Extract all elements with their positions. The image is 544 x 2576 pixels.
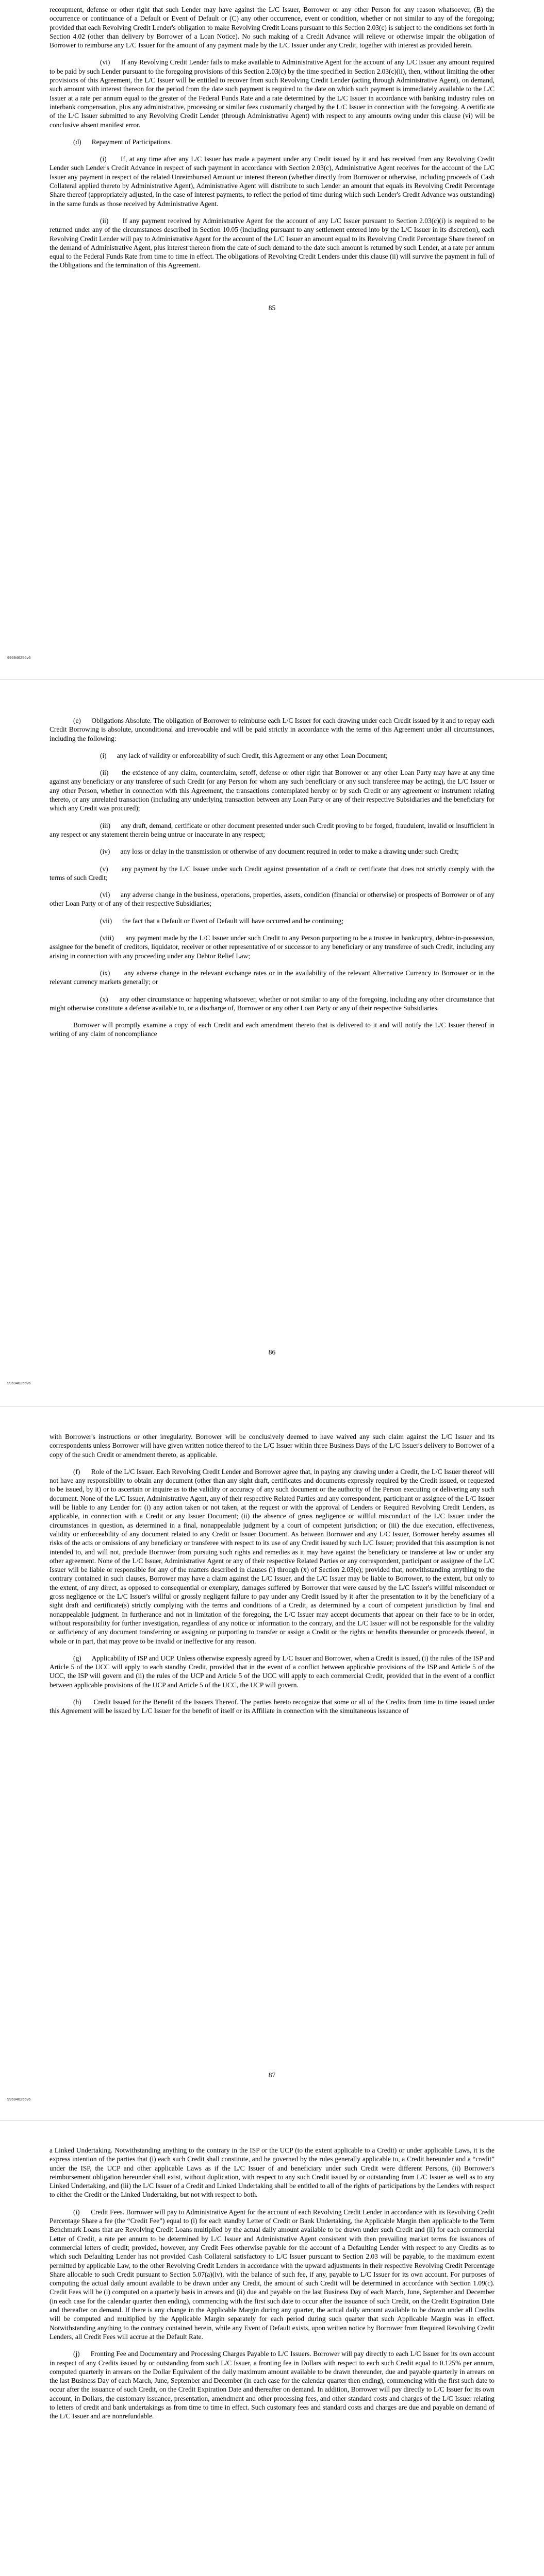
paragraph: with Borrower's instructions or other irregularity. Borrower will be conclusively deemed to have waived any such claim against the L/C Issuer and its correspondents unless Borrower will have given written notice thereof to the L/C Issuer within three Business Days of the L/C Issuer's delivery to Borrower of a copy of the such Credit or amendment thereto, as applicable.	[50, 1433, 494, 1459]
document-page-88	[0, 2146, 544, 2576]
paragraph: Borrower will promptly examine a copy of each Credit and each amendment thereto that is delivered to it and will notify the L/C Issuer thereof in writing of any claim of noncompliance	[50, 1021, 494, 1038]
paragraph: (j) Fronting Fee and Documentary and Processing Charges Payable to L/C Issuers. Borrower will pay directly to each L/C Issuer for its own account in respect of any Credits issued by or outstanding from such L/C Issuer, a fronting fee in Dollars with respect to each such Credit equal to 0.125% per annum, computed quarterly in arrears on the Dollar Equivalent of the daily maximum amount available to be drawn thereunder, due and payable quarterly in arrears on the last Business Day of each March, June, September and December (in each case for the calendar quarter then ending), commencing with the first such date to occur after the issuance of such Credit, on the Credit Expiration Date and thereafter on demand. In addition, Borrower will pay directly to L/C Issuer for its own account, in Dollars, the customary issuance, presentation, amendment and other processing fees, and other standard costs and charges of the L/C Issuer relating to letters of credit and bank undertakings as from time to time in effect. Such customary fees and standard costs and charges are due and payable on demand of the L/C Issuer and are nonrefundable.	[50, 2350, 494, 2420]
list-item: (x) any other circumstance or happening whatsoever, whether or not similar to any of the foregoing, including any other circumstance that might otherwise constitute a defense available to, or a discharge of, Borrower or any other Loan Party or any of their respective Subsidiaries.	[50, 995, 494, 1012]
page-number: 85	[268, 303, 276, 312]
list-item: (vi) any adverse change in the business, operations, properties, assets, condition (financial or otherwise) or prospects of Borrower or of any other Loan Party or of any of their respective Subsidiaries;	[50, 891, 494, 908]
paragraph: (i) If, at any time after any L/C Issuer has made a payment under any Credit issued by it and has received from any Revolving Credit Lender such Lender's Credit Advance in respect of such payment in accordance with Section 2.03(c), Administrative Agent receives for the account of the L/C Issuer any payment in respect of the related Unreimbursed Amount or interest thereon (whether directly from Borrower or otherwise, including proceeds of Cash Collateral applied thereto by Administrative Agent), Administrative Agent will distribute to such Lender an amount that equals its Revolving Credit Percentage Share thereof (appropriately adjusted, in the case of interest payments, to reflect the period of time during which such Lender's Credit Advance was outstanding) in the same funds as those received by Administrative Agent.	[50, 155, 494, 208]
paragraph: (ii) If any payment received by Administrative Agent for the account of any L/C Issuer pursuant to Section 2.03(c)(i) is required to be returned under any of the circumstances described in Section 10.05 (including pursuant to any settlement entered into by the L/C Issuer in its discretion), each Revolving Credit Lender will pay to Administrative Agent for the account of the L/C Issuer an amount equal to its Revolving Credit Percentage Share thereof on the demand of Administrative Agent, plus interest thereon from the date of such demand to the date such amount is returned by such Lender, at a rate per annum equal to the Federal Funds Rate from time to time in effect. The obligations of Revolving Credit Lenders under this clause (ii) will survive the payment in full of the Obligations and the termination of this Agreement.	[50, 216, 494, 269]
paragraph: a Linked Undertaking. Notwithstanding anything to the contrary in the ISP or the UCP (to the extent applicable to a Credit) or under applicable Laws, it is the express intention of the parties that (i) each such Credit shall constitute, and be governed by the rules generally applicable to, a Credit hereunder and a “credit” under the ISP, the UCP and other applicable Laws as if the L/C Issuer of and beneficiary under such Credit were different Persons, (ii) Borrower's reimbursement obligation hereunder shall exist, without duplication, with respect to any such Credit issued by or outstanding from L/C Issuer as well as to any Linked Undertaking, and (iii) the L/C Issuer of a Credit and Linked Undertaking shall be entitled to all of the rights of participations by the Lenders with respect to either the Credit or the Linked Undertaking, but not with respect to both.	[50, 2146, 494, 2199]
list-item: (v) any payment by the L/C Issuer under such Credit against presentation of a draft or certificate that does not strictly comply with the terms of such Credit;	[50, 865, 494, 882]
paragraph: (g) Applicability of ISP and UCP. Unless otherwise expressly agreed by L/C Issuer and Borrower, when a Credit is issued, (i) the rules of the ISP and Article 5 of the UCC will apply to each standby Credit, provided that in the event of a conflict between applicable provisions of the ISP and Article 5 of the UCC, the ISP will govern and (ii) the rules of the UCP and Article 5 of the UCC will apply to each commercial Credit, provided that in the event of a conflict between applicable provisions of the UCP and Article 5 of the UCC, the UCP will govern.	[50, 1654, 494, 1689]
list-item: (ix) any adverse change in the relevant exchange rates or in the availability of the relevant Alternative Currency to Borrower or in the relevant currency markets generally; or	[50, 969, 494, 986]
list-item: (viii) any payment made by the L/C Issuer under such Credit to any Person purporting to be a trustee in bankruptcy, debtor-in-possession, assignee for the benefit of creditors, liquidator, receiver or other representative of or successor to any beneficiary or any transferee of such Credit, including any arising in connection with any proceeding under any Debtor Relief Law;	[50, 934, 494, 960]
page-number: 86	[268, 1348, 276, 1356]
document-page-86	[0, 716, 544, 1370]
list-item: (i) any lack of validity or enforceability of such Credit, this Agreement or any other Loan Document;	[100, 751, 388, 759]
paragraph: (f) Role of the L/C Issuer. Each Revolving Credit Lender and Borrower agree that, in paying any drawing under a Credit, the L/C Issuer thereof will not have any responsibility to obtain any document (other than any sight draft, certificates and documents expressly required by the Credit issued, or requested to be issued, by it) or to ascertain or inquire as to the validity or accuracy of any such document or the authority of the Person executing or delivering any such document. None of the L/C Issuer, Administrative Agent, any of their respective Related Parties and any correspondent, participant or assignee of the L/C Issuer will be liable to any Lender for: (i) any action taken or not taken, at the request or with the approval of Lenders or Required Revolving Credit Lenders, as applicable, in connection with a Credit or any Issuer Document; (ii) the absence of gross negligence or willful misconduct of the L/C Issuer under the circumstances in question, as determined in a final, nonappealable judgment by a court of competent jurisdiction; or (iii) the due execution, effectiveness, validity or enforceability of any document related to any Credit or Issuer Document. As between Borrower and any L/C Issuer, Borrower hereby assumes all risks of the acts or omissions of any beneficiary or transferee with respect to its use of any Credit issued by such L/C Issuer; provided that this assumption is not intended to, and will not, preclude Borrower from pursuing such rights and remedies as it may have against the beneficiary or transferee at law or under any other agreement. None of the L/C Issuer, Administrative Agent or any of their respective Related Parties or any correspondent, participant or assignee of the L/C Issuer will be liable or responsible for any of the matters described in clauses (i) through (x) of Section 2.03(e); provided that, notwithstanding anything to the contrary contained in such clauses, Borrower may have a claim against the L/C Issuer, and the L/C Issuer may be liable to Borrower, to the extent, but only to the extent, of any direct, as opposed to consequential or exemplary, damages suffered by Borrower that were caused by the L/C Issuer's willful misconduct or gross negligence or the L/C Issuer's willful or grossly negligent failure to pay under any Credit issued by it after the presentation to it by the beneficiary of a sight draft and certificate(s) strictly complying with the terms and conditions of a Credit, as determined by a court of competent jurisdiction by final and nonappealable judgment. In furtherance and not in limitation of the foregoing, the L/C Issuer may accept documents that appear on their face to be in order, without responsibility for further investigation, regardless of any notice or information to the contrary, and the L/C Issuer will not be responsible for the validity or sufficiency of any document transferring or assigning or purporting to transfer or assign a Credit or the rights or benefits thereunder or proceeds thereof, in whole or in part, that may prove to be invalid or ineffective for any reason.	[50, 1467, 494, 1645]
document-id: 996946256v6	[7, 2097, 31, 2102]
document-id: 996946256v6	[7, 1381, 31, 1385]
document-id: 996946256v6	[7, 655, 31, 660]
list-item: (iii) any draft, demand, certificate or other document presented under such Credit proving to be forged, fraudulent, invalid or insufficient in any respect or any statement therein being untrue or inaccurate in any respect;	[50, 821, 494, 838]
paragraph: (vi) If any Revolving Credit Lender fails to make available to Administrative Agent for the account of any L/C Issuer any amount required to be paid by such Lender pursuant to the foregoing provisions of this Section 2.03(c) by the time specified in Section 2.03(c)(ii), then, without limiting the other provisions of this Agreement, the L/C Issuer will be entitled to recover from such Revolving Credit Lender (acting through Administrative Agent), on demand, such amount with interest thereon for the period from the date such payment is required to the date on which such payment is immediately available to the L/C Issuer at a rate per annum equal to the greater of the Federal Funds Rate and a rate determined by the L/C Issuer in accordance with banking industry rules on interbank compensation, plus any administrative, processing or similar fees customarily charged by the L/C Issuer in connection with the foregoing. A certificate of the L/C Issuer submitted to any Revolving Credit Lender (through Administrative Agent) with respect to any amounts owing under this clause (vi) will be conclusive absent manifest error.	[50, 58, 494, 129]
page-divider	[0, 1406, 544, 1407]
list-item: (vii) the fact that a Default or Event of Default will have occurred and be continuing;	[100, 917, 344, 925]
paragraph: (i) Credit Fees. Borrower will pay to Administrative Agent for the account of each Revolving Credit Lender in accordance with its Revolving Credit Percentage Share a fee (the “Credit Fee”) equal to (i) for each standby Letter of Credit or Bank Undertaking, the Applicable Margin then applicable to the Term Benchmark Loans that are Revolving Credit Loans multiplied by the actual daily amount available to be drawn under such Credit and (ii) for each commercial Letter of Credit, a rate per annum to be determined by L/C Issuer and Administrative Agent consistent with then prevailing market terms for issuances of commercial letters of credit; provided, however, any Credit Fees otherwise payable for the account of a Defaulting Lender with respect to any Credits as to which such Defaulting Lender has not provided Cash Collateral satisfactory to L/C Issuer pursuant to Section 2.03 will be payable, to the maximum extent permitted by applicable Law, to the other Revolving Credit Lenders in accordance with the upward adjustments in their respective Revolving Credit Percentage Share allocable to such Credit pursuant to Section 5.07(a)(iv), with the balance of such fee, if any, payable to L/C Issuer for its own account. For purposes of computing the actual daily amount available to be drawn under any Credit, the amount of such Credit will be determined in accordance with Section 1.09(c). Credit Fees will be (i) computed on a quarterly basis in arrears and (ii) due and payable on the last Business Day of each March, June, September and December (in each case for the calendar quarter then ending), commencing with the first such date to occur after the issuance of such Credit, on the Credit Expiration Date and thereafter on demand. If there is any change in the Applicable Margin during any quarter, the actual daily amount available to be drawn under all Credits will be computed and multiplied by the Applicable Margin separately for each period during such quarter that such Applicable Margin was in effect. Notwithstanding anything to the contrary contained herein, while any Event of Default exists, upon written notice by Borrower from Required Revolving Credit Lenders, all Credit Fees will accrue at the Default Rate.	[50, 2208, 494, 2341]
section-heading: (d) Repayment of Participations.	[73, 138, 172, 146]
page-number: 87	[268, 2071, 276, 2079]
paragraph: recoupment, defense or other right that such Lender may have against the L/C Issuer, Borrower or any other Person for any reason whatsoever, (B) the occurrence or continuance of a Default or Event of Default or (C) any other occurrence, event or condition, whether or not similar to any of the foregoing; provided that each Revolving Credit Lender's obligation to make Revolving Credit Loans pursuant to this Section 2.03(c) is subject to the conditions set forth in Section 4.02 (other than delivery by Borrower of a Loan Notice). No such making of a Credit Advance will relieve or otherwise impair the obligation of Borrower to reimburse any L/C Issuer for the amount of any payment made by the L/C Issuer under any Credit, together with interest as provided herein.	[50, 6, 494, 49]
page-divider	[0, 2120, 544, 2121]
list-item: (iv) any loss or delay in the transmission or otherwise of any document required in order to make a drawing under such Credit;	[100, 848, 459, 856]
document-page-85	[0, 0, 544, 659]
document-page-87	[0, 1432, 544, 2076]
paragraph: (h) Credit Issued for the Benefit of the Issuers Thereof. The parties hereto recognize that some or all of the Credits from time to time issued under this Agreement will be issued by L/C Issuer for the benefit of itself or its Affiliate in connection with the simultaneous issuance of	[50, 1698, 494, 1715]
page-divider	[0, 679, 544, 680]
paragraph: (e) Obligations Absolute. The obligation of Borrower to reimburse each L/C Issuer for each drawing under each Credit issued by it and to repay each Credit Borrowing is absolute, unconditional and irrevocable and will be paid strictly in accordance with the terms of this Agreement under all circumstances, including the following:	[50, 717, 494, 742]
list-item: (ii) the existence of any claim, counterclaim, setoff, defense or other right that Borrower or any other Loan Party may have at any time against any beneficiary or any transferee of such Credit (or any Person for whom any such beneficiary or any such transferee may be acting), the L/C Issuer or any other Person, whether in connection with this Agreement, the transactions contemplated hereby or by such Credit or any agreement or instrument relating thereto, or any unrelated transaction (including any underlying transaction between any Loan Party or any of their respective Subsidiaries and the beneficiary for which any Credit was procured);	[50, 769, 494, 812]
